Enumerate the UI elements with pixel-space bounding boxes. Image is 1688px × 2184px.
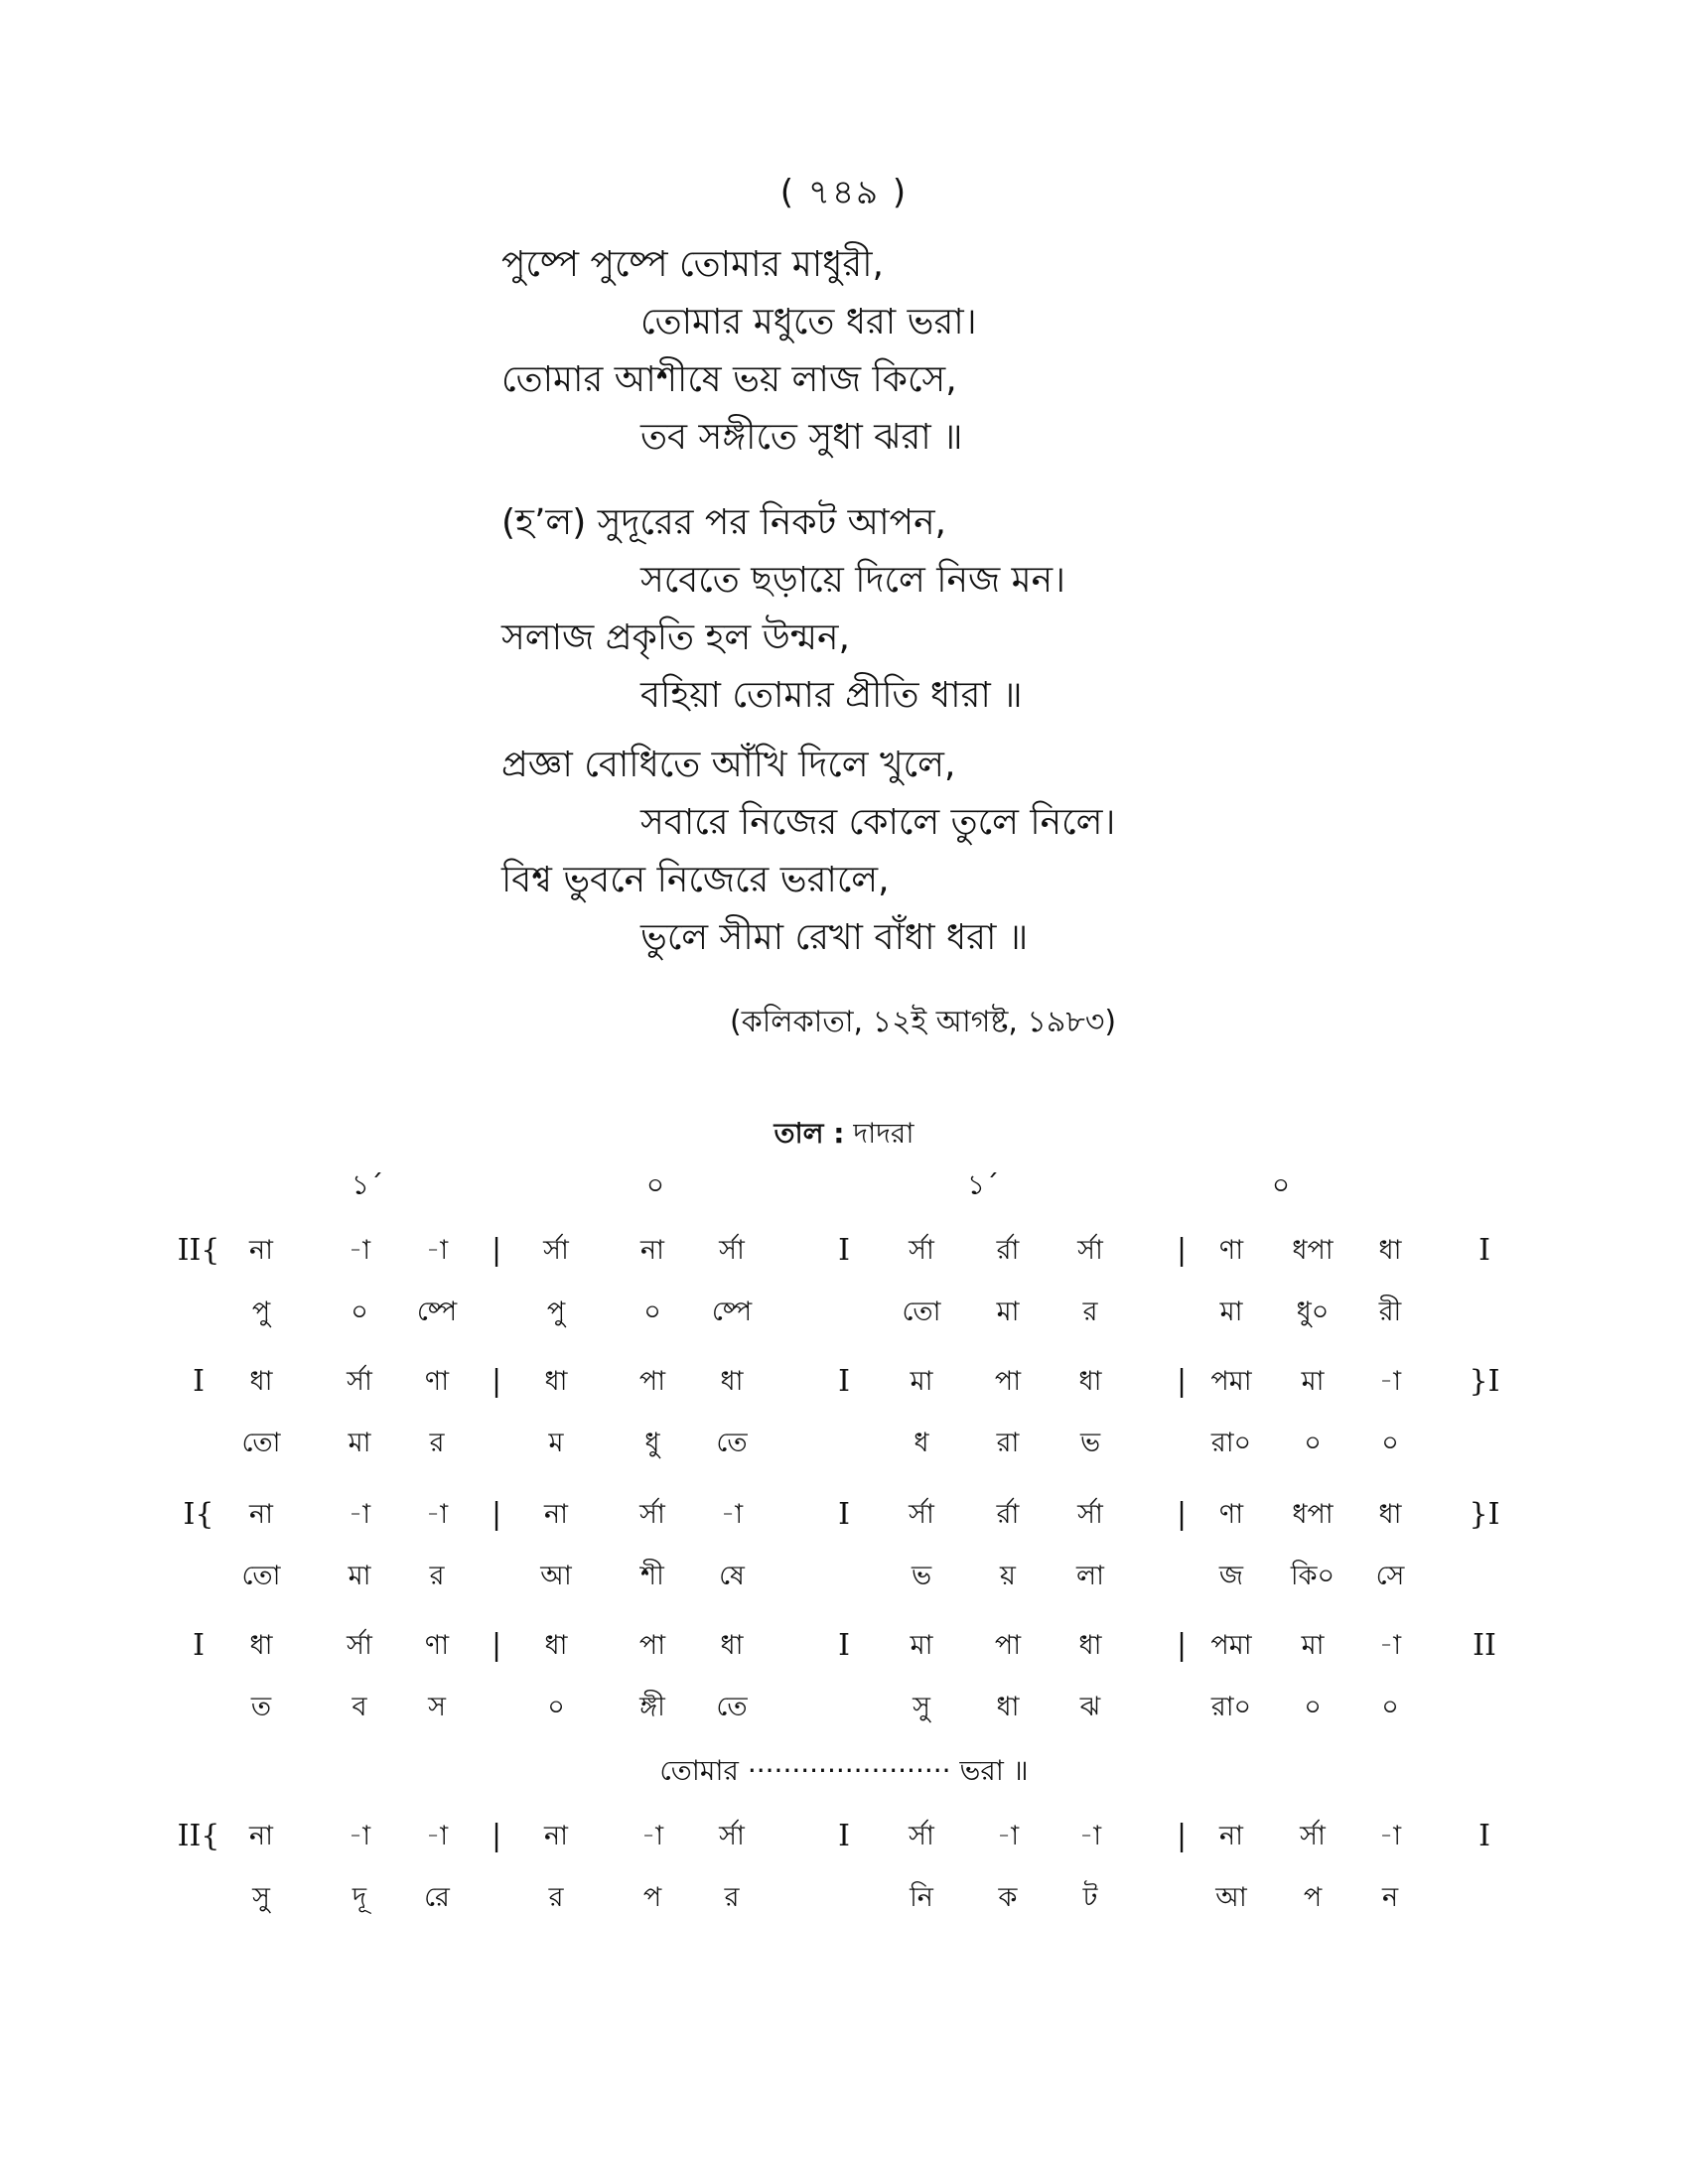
lyric-syllable: ভ xyxy=(911,1561,932,1591)
lyric-syllable: সু xyxy=(913,1692,930,1722)
swara-note: ধা xyxy=(544,1630,568,1661)
bar-separator: I xyxy=(838,1364,850,1399)
bar-open-mark: I xyxy=(193,1364,205,1399)
swara-note: না xyxy=(249,1235,273,1266)
bar-separator: | xyxy=(491,1233,502,1268)
swara-note: ধা xyxy=(249,1366,273,1397)
bar-close-mark: I xyxy=(1478,1233,1490,1268)
lyric-syllable: তো xyxy=(241,1561,281,1591)
lyric-syllable: ত xyxy=(250,1692,272,1722)
lyric-syllable: ধু০ xyxy=(1296,1297,1330,1327)
verse-line: (হ’ল) সুদূরের পর নিকট আপন, xyxy=(501,502,946,543)
swara-note: পা xyxy=(994,1630,1022,1661)
lyric-syllable: ধ xyxy=(914,1428,929,1458)
verse-line: সবারে নিজের কোলে তুলে নিলে। xyxy=(640,802,1116,843)
bar-separator: | xyxy=(491,1628,502,1663)
verse-line: ভুলে সীমা রেখা বাঁধা ধরা ॥ xyxy=(640,917,1029,958)
swara-note: র্সা xyxy=(347,1366,372,1397)
bar-close-mark: }I xyxy=(1469,1364,1500,1399)
lyric-syllable: ০ xyxy=(1304,1428,1322,1458)
swara-note: -া xyxy=(1378,1366,1402,1397)
swara-note: মা xyxy=(1301,1630,1325,1661)
lyric-syllable: র xyxy=(429,1561,445,1591)
lyric-syllable: র xyxy=(1082,1297,1098,1327)
lyric-syllable: জ xyxy=(1218,1561,1244,1591)
swara-note: না xyxy=(544,1821,568,1851)
lyric-syllable: র xyxy=(548,1882,564,1913)
verse-line: পুষ্পে পুষ্পে তোমার মাধুরী, xyxy=(501,244,884,285)
lyric-syllable: প xyxy=(1303,1882,1323,1913)
swara-note: -া xyxy=(640,1821,664,1851)
lyric-syllable: তে xyxy=(716,1692,748,1722)
lyric-syllable: তো xyxy=(902,1297,941,1327)
bar-open-mark: I{ xyxy=(183,1497,214,1532)
swara-note: না xyxy=(249,1821,273,1851)
bar-open-mark: II{ xyxy=(177,1819,220,1853)
swara-note: -া xyxy=(348,1499,371,1530)
lyric-syllable: সে xyxy=(1375,1561,1405,1591)
bar-separator: I xyxy=(838,1233,850,1268)
swara-note: -া xyxy=(1378,1821,1402,1851)
bar-separator: I xyxy=(838,1819,850,1853)
verse-line: বিশ্ব ভুবনে নিজেরে ভরালে, xyxy=(501,860,890,900)
lyric-syllable: ষে xyxy=(719,1561,745,1591)
bar-separator: | xyxy=(491,1364,502,1399)
swara-note: ধা xyxy=(1078,1630,1102,1661)
swara-note: ণা xyxy=(1218,1235,1244,1266)
swara-note: র্সা xyxy=(719,1821,745,1851)
lyric-syllable: মা xyxy=(348,1428,371,1458)
swara-note: -া xyxy=(996,1821,1020,1851)
swara-note: পা xyxy=(638,1366,666,1397)
lyric-syllable: প xyxy=(642,1882,662,1913)
lyric-syllable: ০ xyxy=(1381,1692,1399,1722)
swara-note: র্সা xyxy=(1300,1821,1326,1851)
lyric-syllable: ০ xyxy=(351,1297,368,1327)
verse-line: সলাজ প্রকৃতি হল উন্মন, xyxy=(501,617,850,658)
swara-note: -া xyxy=(1078,1821,1102,1851)
lyric-syllable: ধা xyxy=(996,1692,1020,1722)
tala-name: দাদরা xyxy=(853,1117,914,1150)
bar-separator: | xyxy=(1176,1497,1188,1532)
swara-note: -া xyxy=(425,1235,449,1266)
beat-mark: ০ xyxy=(1271,1168,1291,1201)
lyric-syllable: স xyxy=(428,1692,446,1722)
lyric-syllable: ট xyxy=(1082,1882,1098,1913)
lyric-syllable: ধু xyxy=(644,1428,660,1458)
lyric-syllable: শী xyxy=(640,1561,664,1591)
swara-note: ধা xyxy=(720,1366,744,1397)
lyric-syllable: মা xyxy=(1219,1297,1243,1327)
bar-separator: I xyxy=(838,1628,850,1663)
swara-note: না xyxy=(249,1499,273,1530)
lyric-syllable: ০ xyxy=(1304,1692,1322,1722)
lyric-syllable: আ xyxy=(540,1561,572,1591)
lyric-syllable: পু xyxy=(546,1297,566,1327)
verse-line: সবেতে ছড়ায়ে দিলে নিজ মন। xyxy=(640,560,1066,601)
swara-note: পমা xyxy=(1210,1366,1252,1397)
lyric-syllable: ঝ xyxy=(1079,1692,1101,1722)
swara-note: র্সা xyxy=(909,1235,934,1266)
swara-note: -া xyxy=(348,1821,371,1851)
lyric-syllable: ভ xyxy=(1079,1428,1101,1458)
swara-note: র্সা xyxy=(639,1499,665,1530)
lyric-syllable: ০ xyxy=(643,1297,661,1327)
bar-separator: | xyxy=(491,1819,502,1853)
lyric-syllable: ব xyxy=(352,1692,367,1722)
swara-note: র্সা xyxy=(909,1821,934,1851)
lyric-syllable: সু xyxy=(252,1882,270,1913)
swara-note: -া xyxy=(348,1235,371,1266)
lyric-syllable: রে xyxy=(424,1882,450,1913)
lyric-syllable: তে xyxy=(716,1428,748,1458)
bar-open-mark: I xyxy=(193,1628,205,1663)
swara-note: ধা xyxy=(544,1366,568,1397)
swara-note: ধা xyxy=(1078,1366,1102,1397)
swara-note: ণা xyxy=(424,1366,450,1397)
beat-mark: ১´ xyxy=(351,1168,384,1201)
swara-note: ধা xyxy=(720,1630,744,1661)
swara-note: র্সা xyxy=(543,1235,569,1266)
verse-line: তব সঙ্গীতে সুধা ঝরা ॥ xyxy=(640,417,963,458)
swara-note: ধপা xyxy=(1292,1235,1334,1266)
swara-note: পা xyxy=(638,1630,666,1661)
refrain-line: তোমার ······················· ভরা ॥ xyxy=(659,1754,1029,1787)
bar-close-mark: I xyxy=(1478,1819,1490,1853)
tala-label: তাল : xyxy=(774,1117,845,1150)
bar-separator: | xyxy=(1176,1819,1188,1853)
bar-close-mark: }I xyxy=(1469,1497,1500,1532)
verse-line: বহিয়া তোমার প্রীতি ধারা ॥ xyxy=(640,675,1023,716)
verse-line: প্রজ্ঞা বোধিতে আঁখি দিলে খুলে, xyxy=(501,745,956,785)
swara-note: র্রা xyxy=(996,1235,1020,1266)
swara-note: র্সা xyxy=(347,1630,372,1661)
swara-note: ধা xyxy=(1378,1235,1402,1266)
lyric-syllable: ক xyxy=(998,1882,1018,1913)
lyric-syllable: র xyxy=(429,1428,445,1458)
lyric-syllable: ঙ্গী xyxy=(639,1692,665,1722)
swara-note: পমা xyxy=(1210,1630,1252,1661)
lyric-syllable: ন xyxy=(1381,1882,1399,1913)
lyric-syllable: আ xyxy=(1215,1882,1247,1913)
beat-mark: ১´ xyxy=(966,1168,1000,1201)
bar-separator: | xyxy=(491,1497,502,1532)
lyric-syllable: ষ্পে xyxy=(416,1297,458,1327)
lyric-syllable: রা০ xyxy=(1210,1692,1252,1722)
swara-note: র্সা xyxy=(719,1235,745,1266)
bar-close-mark: II xyxy=(1473,1628,1496,1663)
swara-note: না xyxy=(544,1499,568,1530)
lyric-syllable: র xyxy=(724,1882,740,1913)
swara-note: মা xyxy=(1301,1366,1325,1397)
swara-note: ধপা xyxy=(1292,1499,1334,1530)
lyric-syllable: ষ্পে xyxy=(711,1297,753,1327)
lyric-syllable: রা০ xyxy=(1210,1428,1252,1458)
swara-note: ণা xyxy=(424,1630,450,1661)
swara-note: ধা xyxy=(1378,1499,1402,1530)
lyric-syllable: মা xyxy=(996,1297,1020,1327)
swara-note: র্সা xyxy=(1077,1235,1103,1266)
bar-separator: | xyxy=(1176,1628,1188,1663)
bar-open-mark: II{ xyxy=(177,1233,220,1268)
lyric-syllable: পু xyxy=(251,1297,271,1327)
lyric-syllable: য় xyxy=(1000,1561,1016,1591)
swara-note: -া xyxy=(1378,1630,1402,1661)
swara-note: ধা xyxy=(249,1630,273,1661)
swara-note: র্সা xyxy=(909,1499,934,1530)
bar-separator: | xyxy=(1176,1364,1188,1399)
composition-credit: (কলিকাতা, ১২ই আগষ্ট, ১৯৮৩) xyxy=(730,1005,1117,1039)
swara-note: র্সা xyxy=(1077,1499,1103,1530)
lyric-syllable: ০ xyxy=(547,1692,565,1722)
lyric-syllable: ০ xyxy=(1381,1428,1399,1458)
swara-note: মা xyxy=(910,1630,933,1661)
lyric-syllable: তো xyxy=(241,1428,281,1458)
swara-note: মা xyxy=(910,1366,933,1397)
lyric-syllable: নি xyxy=(910,1882,933,1913)
swara-note: ণা xyxy=(1218,1499,1244,1530)
verse-line: তোমার মধুতে ধরা ভরা। xyxy=(640,302,977,342)
lyric-syllable: লা xyxy=(1076,1561,1104,1591)
swara-note: র্রা xyxy=(996,1499,1020,1530)
swara-note: -া xyxy=(425,1499,449,1530)
swara-note: না xyxy=(640,1235,664,1266)
swara-note: না xyxy=(1219,1821,1243,1851)
bar-separator: I xyxy=(838,1497,850,1532)
beat-mark: ০ xyxy=(645,1168,665,1201)
swara-note: -া xyxy=(720,1499,744,1530)
lyric-syllable: দূ xyxy=(352,1882,367,1913)
bar-separator: | xyxy=(1176,1233,1188,1268)
lyric-syllable: মা xyxy=(348,1561,371,1591)
page-number: ( ৭৪৯ ) xyxy=(779,173,909,212)
lyric-syllable: কি০ xyxy=(1290,1561,1336,1591)
lyric-syllable: রা xyxy=(996,1428,1020,1458)
swara-note: পা xyxy=(994,1366,1022,1397)
lyric-syllable: রী xyxy=(1378,1297,1402,1327)
lyric-syllable: ম xyxy=(548,1428,564,1458)
verse-line: তোমার আশীষে ভয় লাজ কিসে, xyxy=(501,359,957,400)
swara-note: -া xyxy=(425,1821,449,1851)
